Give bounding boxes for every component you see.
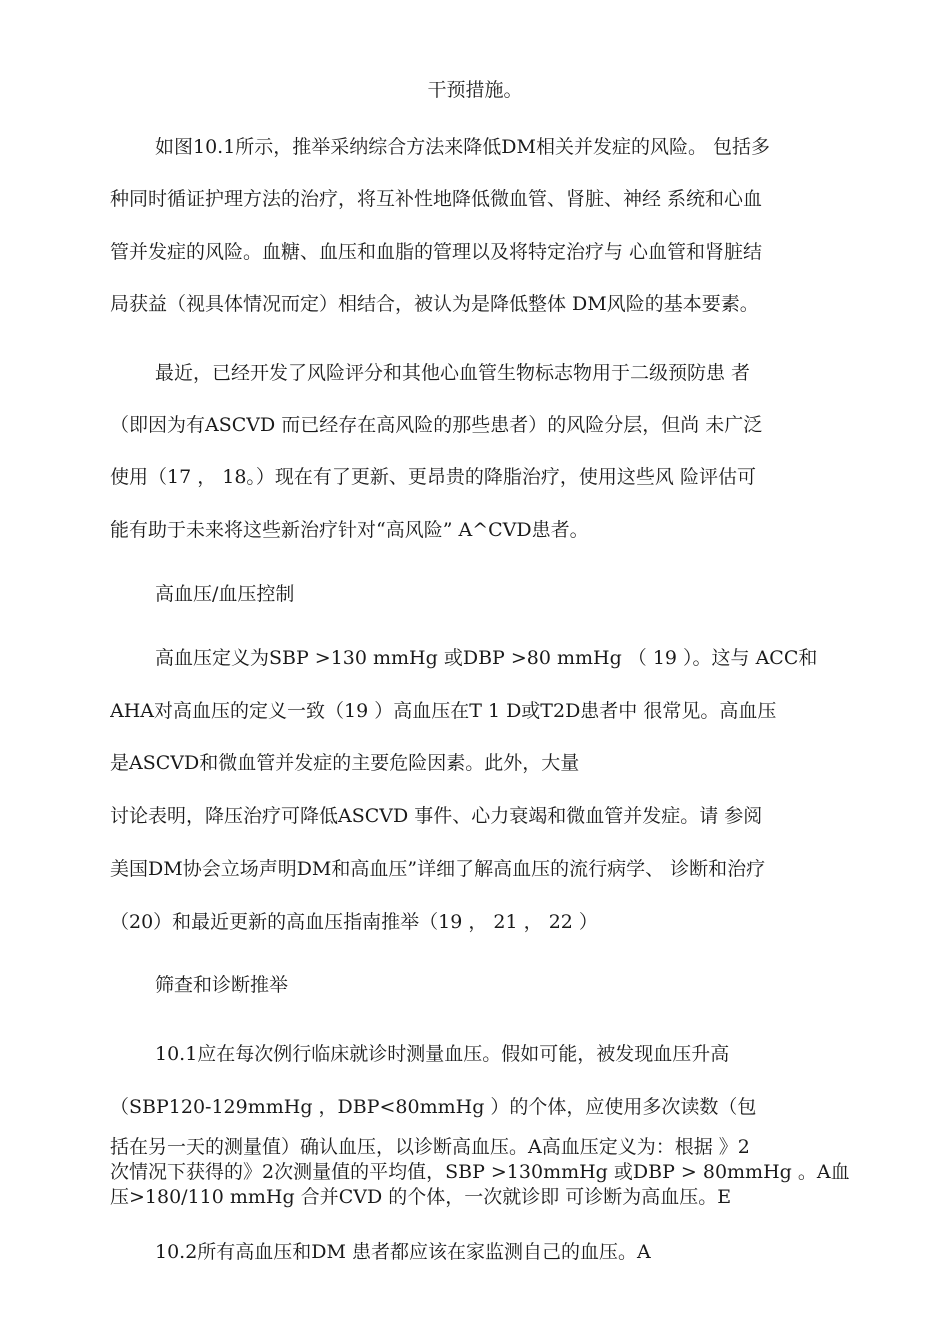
text-line: （即因为有ASCVD 而已经存在高风险的那些患者）的风险分层，但尚 未广泛 xyxy=(110,414,763,436)
text-line: 使用（17 ， 18。）现在有了更新、更昂贵的降脂治疗，使用这些风 险评估可 xyxy=(110,466,756,488)
text-line: 局获益（视具体情况而定）相结合，被认为是降低整体 DM风险的基本要素。 xyxy=(110,293,759,315)
text-line: AHA对高血压的定义一致（19 ）高血压在T 1 D或T2D患者中 很常见。高血压 xyxy=(110,700,777,722)
text-line: 讨论表明，降压治疗可降低ASCVD 事件、心力衰竭和微血管并发症。请 参阅 xyxy=(110,805,763,827)
text-line: （20）和最近更新的高血压指南推举（19 ， 21 ， 22 ） xyxy=(110,911,598,933)
text-line: 是ASCVD和微血管并发症的主要危险因素。此外，大量 xyxy=(110,752,580,774)
text-line: 压>180/110 mmHg 合并CVD 的个体，一次就诊即 可诊断为高血压。E xyxy=(110,1186,732,1208)
text-line: 能有助于未来将这些新治疗针对“高风险” A^CVD患者。 xyxy=(110,519,589,541)
text-line: 10.1应在每次例行临床就诊时测量血压。假如可能，被发现血压升高 xyxy=(155,1043,730,1065)
text-line: 美国DM协会立场声明DM和高血压”详细了解高血压的流行病学、 诊断和治疗 xyxy=(110,858,766,880)
section-heading: 高血压/血压控制 xyxy=(155,583,295,605)
text-line: 管并发症的风险。血糖、血压和血脂的管理以及将特定治疗与 心血管和肾脏结 xyxy=(110,241,763,263)
text-line: 最近，已经开发了风险评分和其他心血管生物标志物用于二级预防患 者 xyxy=(155,362,751,384)
text-line: 次情况下获得的》2次测量值的平均值，SBP >130mmHg 或DBP > 80mmHg 。A血 xyxy=(110,1161,850,1183)
section-heading: 筛查和诊断推举 xyxy=(155,974,289,996)
text-line: （SBP120-129mmHg ，DBP<80mmHg ）的个体，应使用多次读数（包 xyxy=(110,1096,757,1118)
text-line: 括在另一天的测量值）确认血压，以诊断高血压。A高血压定义为：根据 》2 xyxy=(110,1136,750,1158)
text-line: 种同时循证护理方法的治疗，将互补性地降低微血管、肾脏、神经 系统和心血 xyxy=(110,188,763,210)
text-line: 10.2所有高血压和DM 患者都应该在家监测自己的血压。A xyxy=(155,1241,651,1263)
text-line: 如图10.1所示，推举采纳综合方法来降低DM相关并发症的风险。 包括多 xyxy=(155,136,771,158)
text-line: 干预措施。 xyxy=(427,79,523,101)
text-line: 高血压定义为SBP >130 mmHg 或DBP >80 mmHg （ 19 ）。这与 ACC和 xyxy=(155,647,818,669)
